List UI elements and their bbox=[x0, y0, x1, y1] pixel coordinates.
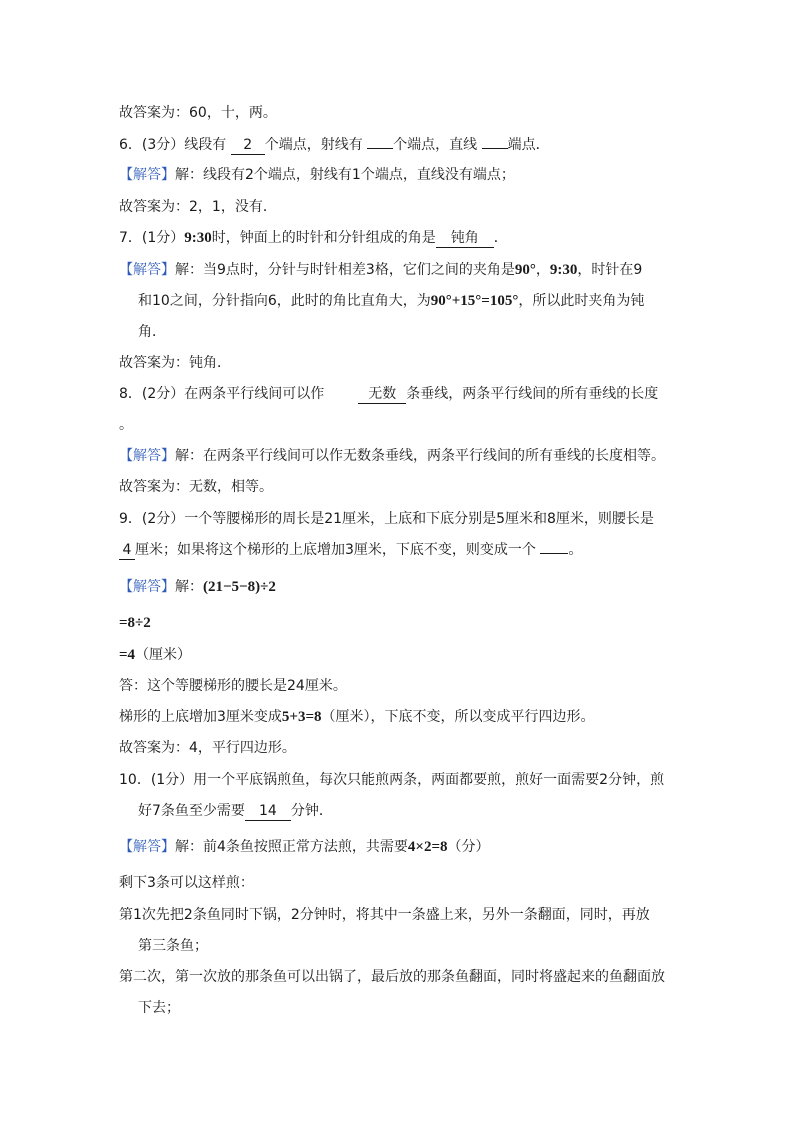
q10-step-text: 第1次先把2条鱼同时下锅，2分钟时，将其中一条盛上来，另外一条翻面，同时，再放 bbox=[119, 907, 650, 923]
q10-formula: 4×2=8 bbox=[407, 839, 448, 855]
q9-formula: (21−5−8)÷2 bbox=[203, 579, 276, 595]
q9-stem-text: 。 bbox=[568, 542, 583, 558]
q8-stem-end bbox=[119, 415, 133, 435]
q7-solution-text: 解：当9点时，分针与时针相差3格，它们之间的夹角是 bbox=[175, 262, 515, 278]
q10-unit: （分） bbox=[447, 839, 490, 855]
q10-stem-text: 分钟． bbox=[290, 803, 333, 819]
q8-answer-text: 故答案为：无数，相等。 bbox=[119, 479, 273, 495]
q7-time-formula: 9:30 bbox=[549, 262, 578, 278]
q7-formula: 90°+15°=105° bbox=[430, 293, 519, 309]
q9-solution-text: 解： bbox=[175, 579, 203, 595]
q7-time: 9:30 bbox=[184, 230, 212, 246]
q9-solution bbox=[119, 577, 276, 597]
q7-solution-line-3 bbox=[138, 322, 166, 342]
q10-step-2 bbox=[119, 967, 665, 987]
q7-solution-line-1 bbox=[119, 260, 642, 280]
q10-step-1 bbox=[119, 905, 650, 925]
q9-blank-2 bbox=[540, 553, 568, 554]
q6-stem-text: 个端点，直线 bbox=[393, 137, 482, 153]
solution-tag: 【解答】 bbox=[119, 448, 175, 464]
q6-solution-text: 解：线段有2个端点，射线有1个端点，直线没有端点； bbox=[175, 167, 515, 183]
q6-stem-text: 6．(3分）线段有 bbox=[119, 137, 231, 153]
q10-step-text: 下去； bbox=[138, 1000, 180, 1016]
q9-stem-text: 厘米；如果将这个梯形的上底增加3厘米，下底不变，则变成一个 bbox=[135, 542, 541, 558]
q10-step-text: 第三条鱼； bbox=[138, 938, 208, 954]
q7-solution-text: ，时针在9 bbox=[577, 262, 643, 278]
q6-stem-text: 个端点，射线有 bbox=[264, 137, 368, 153]
q6-blank-2 bbox=[367, 148, 393, 149]
q7-stem-text: 时，钟面上的时针和分针组成的角是 bbox=[211, 230, 436, 246]
q8-answer bbox=[119, 477, 273, 497]
q10-rest-text: 剩下3条可以这样煎： bbox=[119, 875, 254, 891]
q6-stem bbox=[119, 135, 550, 155]
q9-stem-line-2 bbox=[119, 540, 582, 560]
q8-stem-text: 。 bbox=[119, 417, 133, 433]
q10-stem bbox=[119, 770, 664, 790]
q7-stem-text: 7．(1分） bbox=[119, 230, 185, 246]
q7-blank-1: 钝角 bbox=[436, 230, 494, 248]
q9-answer bbox=[119, 738, 296, 758]
q10-stem-line-2 bbox=[138, 801, 333, 821]
q10-solution-text: 解：前4条鱼按照正常方法煎，共需要 bbox=[175, 839, 408, 855]
q10-solution bbox=[119, 837, 490, 857]
q10-step-1-cont bbox=[138, 936, 208, 956]
q9-unit: （厘米） bbox=[135, 647, 192, 663]
q7-solution-line-2 bbox=[138, 291, 644, 311]
q10-step-2-cont bbox=[138, 998, 180, 1018]
q7-answer bbox=[119, 353, 231, 373]
q9-explanation-text: （厘米），下底不变，所以变成平行四边形。 bbox=[321, 709, 595, 725]
q9-answer-line bbox=[119, 676, 347, 696]
q9-blank-1: 4 bbox=[119, 542, 135, 560]
q7-stem bbox=[119, 228, 508, 248]
q10-blank-1: 14 bbox=[245, 803, 291, 821]
q8-solution bbox=[119, 446, 665, 466]
q9-stem-text: 9．(2分）一个等腰梯形的周长是21厘米，上底和下底分别是5厘米和8厘米，则腰长是 bbox=[119, 511, 654, 527]
q9-answer-text: 故答案为：4，平行四边形。 bbox=[119, 740, 296, 756]
q8-stem-text: 条垂线，两条平行线间的所有垂线的长度 bbox=[406, 386, 659, 402]
q10-stem-text: 好7条鱼至少需要 bbox=[138, 803, 245, 819]
q6-stem-text: 端点． bbox=[507, 137, 550, 153]
q6-blank-3 bbox=[482, 148, 508, 149]
q10-step-text: 第二次，第一次放的那条鱼可以出锅了，最后放的那条鱼翻面，同时将盛起来的鱼翻面放 bbox=[119, 969, 665, 985]
q9-stem bbox=[119, 509, 654, 529]
q6-answer-text: 故答案为：2，1，没有． bbox=[119, 199, 277, 215]
q9-step-2 bbox=[119, 645, 191, 665]
q9-step-formula: =4 bbox=[119, 647, 136, 663]
q9-explanation bbox=[119, 707, 595, 727]
q7-stem-text: ． bbox=[493, 230, 508, 246]
q7-solution-text: 角． bbox=[138, 324, 166, 340]
prev-answer-line bbox=[119, 103, 277, 123]
solution-tag: 【解答】 bbox=[119, 262, 175, 278]
q9-step-formula: =8÷2 bbox=[119, 615, 151, 631]
q7-angle: 90° bbox=[514, 262, 536, 278]
q9-explanation-formula: 5+3=8 bbox=[281, 709, 322, 725]
q8-stem bbox=[119, 384, 658, 404]
q10-stem-text: 10．(1分）用一个平底锅煎鱼，每次只能煎两条，两面都要煎，煎好一面需要2分钟，煎 bbox=[119, 772, 665, 788]
q6-answer bbox=[119, 197, 277, 217]
q8-blank-1: 无数 bbox=[358, 386, 406, 404]
q8-stem-text: 8．(2分）在两条平行线间可以作 bbox=[119, 386, 325, 402]
q7-solution-text: ， bbox=[535, 262, 550, 278]
solution-tag: 【解答】 bbox=[119, 839, 175, 855]
q6-solution bbox=[119, 165, 515, 185]
q8-solution-text: 解：在两条平行线间可以作无数条垂线，两条平行线间的所有垂线的长度相等。 bbox=[175, 448, 665, 464]
q7-solution-text: ，所以此时夹角为钝 bbox=[518, 293, 645, 309]
q9-explanation-text: 梯形的上底增加3厘米变成 bbox=[119, 709, 282, 725]
prev-answer: 故答案为：60，十，两。 bbox=[119, 105, 277, 121]
q10-rest bbox=[119, 873, 254, 893]
solution-tag: 【解答】 bbox=[119, 167, 175, 183]
solution-tag: 【解答】 bbox=[119, 579, 175, 595]
q9-step-1 bbox=[119, 613, 151, 633]
q9-answer-statement: 答：这个等腰梯形的腰长是24厘米。 bbox=[119, 678, 347, 694]
q7-answer-text: 故答案为：钝角． bbox=[119, 355, 231, 371]
q7-solution-text: 和10之间，分针指向6，此时的角比直角大，为 bbox=[138, 293, 431, 309]
q6-blank-1: 2 bbox=[231, 137, 265, 155]
